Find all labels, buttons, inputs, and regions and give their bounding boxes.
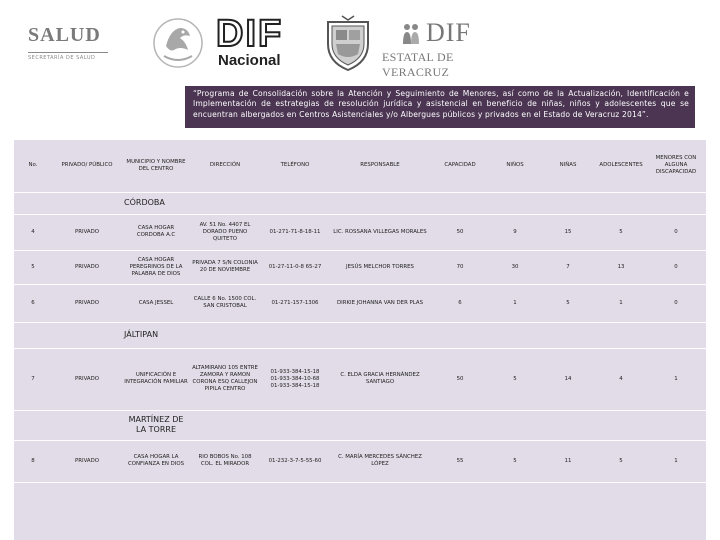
- cell-ninas: 5: [540, 284, 596, 322]
- mexico-eagle-emblem-icon: [150, 16, 206, 70]
- cell-ninos: 5: [490, 348, 540, 410]
- cell-adolescentes: 1: [596, 284, 646, 322]
- region-label: JÁLTIPAN: [122, 322, 260, 348]
- col-header-discapacidad: MENORES CON ALGUNA DISCAPACIDAD: [646, 140, 706, 192]
- cell-responsable: C. ELDA GRACIA HERNÁNDEZ SANTIAGO: [330, 348, 430, 410]
- col-header-direccion: DIRECCIÓN: [190, 140, 260, 192]
- cell-no: 6: [14, 284, 52, 322]
- dif-nacional-logo: [214, 14, 304, 70]
- cell-discapacidad: 0: [646, 250, 706, 284]
- col-header-capacidad: CAPACIDAD: [430, 140, 490, 192]
- cell-telefono: 01-271-157-1306: [260, 284, 330, 322]
- cell-ninos: 5: [490, 440, 540, 482]
- cell-centro: CASA HOGAR LA CONFIANZA EN DIOS: [122, 440, 190, 482]
- cell-discapacidad: 1: [646, 440, 706, 482]
- cell-capacidad: 55: [430, 440, 490, 482]
- cell-ninas: 11: [540, 440, 596, 482]
- region-label: CÓRDOBA: [122, 192, 260, 214]
- cell-capacidad: 6: [430, 284, 490, 322]
- cell-ninas: 7: [540, 250, 596, 284]
- cell-telefono: 01-232-3-7-5-55-60: [260, 440, 330, 482]
- region-label: MARTÍNEZ DE LA TORRE: [122, 410, 190, 440]
- col-header-ninas: NIÑAS: [540, 140, 596, 192]
- region-row: [14, 322, 706, 348]
- cell-direccion: PRIVADA 7 S/N COLONIA 20 DE NOVIEMBRE: [190, 250, 260, 284]
- table-header-row: [14, 140, 706, 192]
- cell-ninas: 14: [540, 348, 596, 410]
- cell-responsable: DIRKIE JOHANNA VAN DER PLAS: [330, 284, 430, 322]
- cell-capacidad: 50: [430, 214, 490, 250]
- program-title: “Programa de Consolidación sobre la Atención y Seguimiento de Menores, así como de la Actualización, Identificación e Implementación de estrategias de resolución jurídica y asistencial en beneficio de niñas, niños y adolescentes que se encuentran albergados en Centros Asistenciales y/o Albergues públicos y privados en el Estado de Veracruz 2014”.: [185, 86, 695, 128]
- region-row: [14, 192, 706, 214]
- cell-discapacidad: 1: [646, 348, 706, 410]
- cell-tipo: PRIVADO: [52, 284, 122, 322]
- dif-veracruz-sub: ESTATAL DE VERACRUZ: [382, 50, 454, 79]
- cell-tipo: PRIVADO: [52, 250, 122, 284]
- cell-no: 8: [14, 440, 52, 482]
- table-row: [14, 348, 706, 410]
- cell-ninos: 1: [490, 284, 540, 322]
- cell-adolescentes: 5: [596, 214, 646, 250]
- region-row: [14, 410, 706, 440]
- col-header-responsable: RESPONSABLE: [330, 140, 430, 192]
- salud-logo-word: SALUD: [28, 24, 101, 46]
- cell-no: 4: [14, 214, 52, 250]
- salud-logo: [28, 18, 118, 66]
- cell-centro: CASA HOGAR PEREGRINOS DE LA PALABRA DE DIOS: [122, 250, 190, 284]
- cell-responsable: C. MARÍA MERCEDES SÁNCHEZ LÓPEZ: [330, 440, 430, 482]
- col-header-telefono: TELÉFONO: [260, 140, 330, 192]
- dif-veracruz-word: DIF: [426, 18, 471, 47]
- dif-nacional-word: DIF: [216, 13, 284, 55]
- dif-veracruz-family-icon: [400, 22, 422, 46]
- cell-telefono: 01-933-384-15-18 01-933-384-10-68 01-933-384-15-18: [260, 348, 330, 410]
- table-row: [14, 440, 706, 482]
- col-header-centro: MUNICIPIO Y NOMBRE DEL CENTRO: [122, 140, 190, 192]
- cell-telefono: 01-271-71-8-18-11: [260, 214, 330, 250]
- cell-tipo: PRIVADO: [52, 348, 122, 410]
- col-header-tipo: PRIVADO/ PÚBLICO: [52, 140, 122, 192]
- table-row: [14, 250, 706, 284]
- cell-capacidad: 70: [430, 250, 490, 284]
- cell-no: 7: [14, 348, 52, 410]
- cell-centro: CASA HOGAR CORDOBA A.C: [122, 214, 190, 250]
- col-header-no: No.: [14, 140, 52, 192]
- cell-no: 5: [14, 250, 52, 284]
- col-header-adolescentes: ADOLESCENTES: [596, 140, 646, 192]
- cell-adolescentes: 4: [596, 348, 646, 410]
- cell-tipo: PRIVADO: [52, 440, 122, 482]
- table-row: [14, 284, 706, 322]
- cell-adolescentes: 13: [596, 250, 646, 284]
- table-row: [14, 214, 706, 250]
- cell-centro: UNIFICACIÓN E INTEGRACIÓN FAMILIAR: [122, 348, 190, 410]
- cell-direccion: RIO BOBOS No. 108 COL. EL MIRADOR: [190, 440, 260, 482]
- cell-direccion: AV. 51 No. 4407 EL DORADO PUENO QUITETO: [190, 214, 260, 250]
- dif-veracruz-logo: [382, 18, 512, 79]
- cell-discapacidad: 0: [646, 284, 706, 322]
- cell-ninos: 9: [490, 214, 540, 250]
- cell-direccion: ALTAMIRANO 105 ENTRE ZAMORA Y RAMON CORONA ESQ CALLEJON PIPILA CENTRO: [190, 348, 260, 410]
- cell-responsable: JESÚS MELCHOR TORRES: [330, 250, 430, 284]
- centers-table: [14, 140, 706, 483]
- col-header-ninos: NIÑOS: [490, 140, 540, 192]
- cell-adolescentes: 5: [596, 440, 646, 482]
- cell-direccion: CALLE 6 No. 1500 COL. SAN CRISTOBAL: [190, 284, 260, 322]
- dif-nacional-sub: Nacional: [218, 52, 281, 69]
- cell-responsable: LIC. ROSSANA VILLEGAS MORALES: [330, 214, 430, 250]
- veracruz-coat-of-arms-icon: [322, 14, 374, 72]
- cell-ninas: 15: [540, 214, 596, 250]
- cell-capacidad: 50: [430, 348, 490, 410]
- cell-tipo: PRIVADO: [52, 214, 122, 250]
- cell-centro: CASA JESSEL: [122, 284, 190, 322]
- salud-logo-sub: SECRETARÍA DE SALUD: [28, 55, 96, 61]
- cell-telefono: 01-27-11-0-8 65-27: [260, 250, 330, 284]
- cell-ninos: 30: [490, 250, 540, 284]
- cell-discapacidad: 0: [646, 214, 706, 250]
- logo-bar: [0, 0, 720, 80]
